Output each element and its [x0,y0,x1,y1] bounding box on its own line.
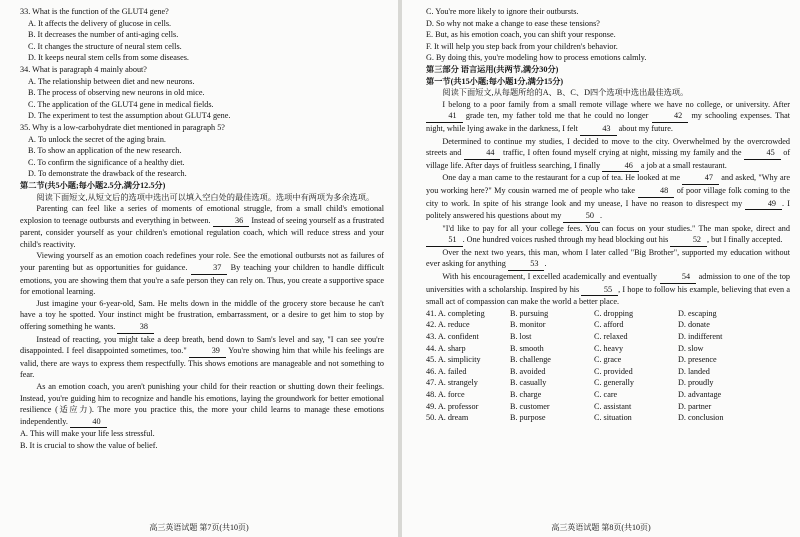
section2-title: 第二节(共5小题;每小题2.5分,满分12.5分) [20,180,166,190]
blank-50: 50 [563,210,600,223]
passage-paragraph-5: As an emotion coach, you aren't punishing your child for their reaction or shutting down their feelings. Instead, you're guiding him to recognize and handle his emotions, laying the groundwork for better emotional resilience (适应力). The more you practice this, the more your child learns to manage these emotions independently. 40 [20,381,384,428]
q34-option-d: D. The experiment to test the assumption about GLUT4 gene. [28,111,231,121]
page-footer-right: 高三英语试题 第8页(共10页) [551,523,651,532]
choice-row-41: 41. A. completing B. pursuing C. dropping D. escaping [426,308,717,318]
q35-option-b: B. To show an application of the new research. [28,146,182,156]
cloze-paragraph-6: With his encouragement, I excelled academically and eventually 54 admission to one of the top universities with a scholarship. Inspired by his 55 , I hope to follow his example, believing that even a small act of compassion can make the world a better place. [426,272,791,307]
passage-paragraph-3: Just imagine your 6-year-old, Sam. He melts down in the middle of the grocery store because he can't have a toy he spotted. Your instinct might be frustration, embarrassment, or a desire to get him to stop by offering something he wants. 38 [20,298,384,334]
blank-54: 54 [660,271,697,284]
blank-42: 42 [652,110,689,123]
cloze-paragraph-5: Over the next two years, this man, whom I later called "Big Brother", supported my education without ever asking for anything 53 . [426,247,790,271]
q33-option-a: A. It affects the delivery of glucose in cells. [28,18,172,28]
blank-53: 53 [508,258,545,271]
page-footer-left: 高三英语试题 第7页(共10页) [149,523,249,532]
choice-row-44: 44. A. sharp B. smooth C. heavy D. slow [426,343,704,353]
blank-44: 44 [464,147,501,160]
choice-row-47: 47. A. strangely B. casually C. generally D. proudly [426,378,714,388]
blank-45: 45 [744,147,781,160]
q33-option-b: B. It decreases the number of anti-aging cells. [28,30,179,40]
question-35: 35. Why is a low-carbohydrate diet mentioned in paragraph 5? [20,122,225,132]
blank-36: 36 [213,215,250,228]
right-page [402,0,800,537]
blank-38: 38 [117,321,154,334]
section2-option-e: E. But, as his emotion coach, you can shift your response. [426,30,616,40]
cloze-paragraph-2: Determined to continue my studies, I decided to move to the city. Overwhelmed by the overcrowded streets and 44 traffic, I often found myself crying at night, missing my family and the 45 of village life. After days of fruitless searching, I finally 46 a job at a small restaurant. [426,136,790,173]
q34-option-b: B. The process of observing new neurons in old mice. [28,88,205,98]
cloze-paragraph-1: I belong to a poor family from a small remote village where we have no college, or university. After 41 grade ten, my father told me that he could no longer 42 my schooling expenses. That night, while lying awake in the darkness, I felt 43 about my future. [426,99,790,136]
answer-choices [426,308,790,424]
blank-48: 48 [638,185,675,198]
section2-option-g: G. By doing this, you're modeling how to process emotions calmly. [426,53,647,63]
section2-option-b: B. It is crucial to show the value of belief. [20,440,158,450]
passage-paragraph-1: Parenting can feel like a series of moments of emotional struggle, from a small child's emotional explosion to teenage outbursts and everything in between. 36 Instead of seeing yourself as a frustrated parent, consider yourself as your children's emotional regulation coach, which will reduce stress and your child's reactivity. [20,204,384,249]
passage-paragraph-4: Instead of reacting, you might take a deep breath, bend down to Sam's level and say, "I can see you're disappointed. I feel disappointed sometimes, too." 39 You're showing him that while his feelings are valid, there are ways to express them respectfully. This shows emotions are manageable and not something to fear. [20,334,384,380]
part3-title: 第三部分 语言运用(共两节,满分30分) [426,64,559,74]
section2-option-f: F. It will help you step back from your children's behavior. [426,41,618,51]
question-34: 34. What is paragraph 4 mainly about? [20,64,147,74]
blank-37: 37 [191,262,228,275]
blank-47: 47 [682,172,719,185]
question-33: 33. What is the function of the GLUT4 gene? [20,7,169,16]
blank-55: 55 [581,284,618,297]
blank-39: 39 [189,345,226,358]
blank-43: 43 [580,123,617,136]
choice-row-46: 46. A. failed B. avoided C. provided D. landed [426,366,710,376]
right-content [426,6,790,424]
blank-46: 46 [602,160,639,173]
q34-option-a: A. The relationship between diet and new neurons. [28,76,195,86]
q33-option-d: D. It keeps neural stem cells from some diseases. [28,53,189,63]
blank-40: 40 [70,416,107,429]
cloze-paragraph-3: One day a man came to the restaurant for a cup of tea. He looked at me 47 and asked, "Why are you working here?" My cousin warned me of people who take 48 of poor village folk coming to the city to work. In spite of his strange look and my unease, I have no reason to disrespect my 49 . I politely answered his questions about my 50 . [426,172,790,222]
section1-title: 第一节(共15小题;每小题1分,满分15分) [426,76,564,86]
q33-option-c: C. It changes the structure of neural stem cells. [28,41,182,51]
choice-row-45: 45. A. simplicity B. challenge C. grace D. presence [426,355,717,365]
blank-49: 49 [745,198,782,211]
section2-option-c: C. You're more likely to ignore their outbursts. [426,7,579,16]
section2-instruction: 阅读下面短文,从短文后的选项中选出可以填入空白处的最佳选项。选项中有两项为多余选项。 [36,192,375,202]
q35-option-c: C. To confirm the significance of a healthy diet. [28,157,185,167]
section2-option-a: A. This will make your life less stressful. [20,429,155,439]
blank-41: 41 [426,110,463,123]
passage-paragraph-2: Viewing yourself as an emotion coach redefines your role. See the emotional outbursts not as failures of your parenting but as opportunities for guidance. 37 By teaching your children to handle difficult emotions, you are showing them that you're a safe person they can rely on. Thus, you create a supportive space for emotional learning. [20,251,384,297]
section2-option-d: D. So why not make a change to ease these tensions? [426,18,600,28]
q34-option-c: C. The application of the GLUT4 gene in medical fields. [28,99,214,109]
choice-row-42: 42. A. reduce B. monitor C. afford D. donate [426,320,710,330]
q35-option-d: D. To demonstrate the drawback of the research. [28,169,187,179]
choice-row-50: 50. A. dream B. purpose C. situation D. conclusion [426,413,724,423]
left-content [20,6,384,452]
choice-row-43: 43. A. confident B. lost C. relaxed D. indifferent [426,332,723,342]
q35-option-a: A. To unlock the secret of the aging brain. [28,134,166,144]
choice-row-48: 48. A. force B. charge C. care D. advantage [426,390,722,399]
choice-row-49: 49. A. professor B. customer C. assistant D. partner [426,401,712,411]
blank-52: 52 [670,234,707,247]
left-page [0,0,398,537]
section1-instruction: 阅读下面短文,从每题所给的A、B、C、D四个选项中选出最佳选项。 [442,88,689,98]
blank-51: 51 [426,234,463,247]
cloze-paragraph-4: "I'd like to pay for all your college fees. You can focus on your studies." The man spoke, direct and 51 . One hundred voices rushed through my head blocking out his 52 , but I finally accepted. [426,223,790,247]
